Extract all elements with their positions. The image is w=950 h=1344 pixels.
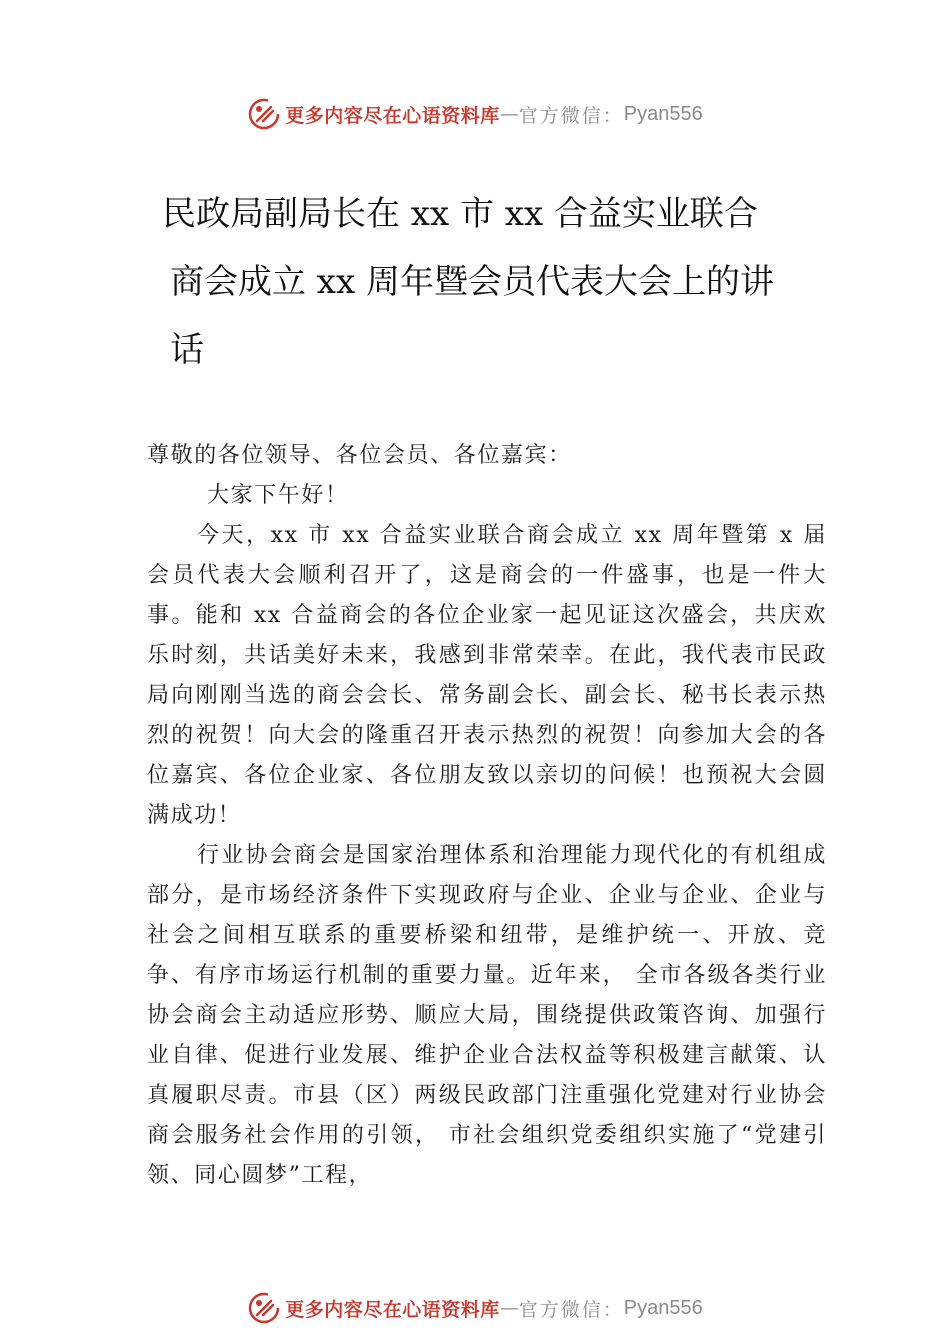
logo-icon [247,97,281,131]
banner-separator: — [499,1297,519,1319]
greeting: 大家下午好！ [207,483,349,508]
paragraph-1: 今天，xx 市 xx 合益实业联合商会成立 xx 周年暨第 x 届会员代表大会顺利召开了，这是商会的一件盛事，也是一件大事。能和 xx 合益商会的各位企业家一起见证这次盛会，共庆欢乐时刻，共话美好未来，我感到非常荣幸。在此，我代表市民政局向刚刚当选的商会会长、常务副会长、副会长、秘书长表示热烈的祝贺！向大会的隆重召开表示热烈的祝贺！向参加大会的各位嘉宾、各位企业家、各位朋友致以亲切的问候！也预祝大会圆满成功！ [147,523,827,828]
document-title [0,180,950,384]
salutation: 尊敬的各位领导、各位会员、各位嘉宾： [147,443,572,468]
title-line-2: 商会成立 xx 周年暨会员代表大会上的讲 [170,262,774,302]
banner-wechat-id: Pyan556 [623,102,703,125]
banner-separator: — [499,103,519,125]
banner-wechat-label: 官方微信： [518,104,624,127]
title-line-1: 民政局副局长在 xx 市 xx 合益实业联合 [162,194,758,234]
paragraph-2: 行业协会商会是国家治理体系和治理能力现代化的有机组成部分，是市场经济条件下实现政府与企业、企业与企业、企业与社会之间相互联系的重要桥梁和纽带，是维护统一、开放、竞争、有序市场运行机制的重要力量。近年来， 全市各级各类行业协会商会主动适应形势、顺应大局，围绕提供政策咨询、加强行业自律、促进行业发展、维护企业合法权益等积极建言献策、认真履职尽责。市县（区）两级民政部门注重强化党建对行业协会商会服务社会作用的引领， 市社会组织党委组织实施了“党建引领、同心圆梦”工程， [147,843,827,1188]
logo-icon [247,1291,281,1325]
footer-banner [0,1286,950,1330]
banner-wechat-id: Pyan556 [623,1296,703,1319]
document-body [147,436,827,1196]
banner-wechat-label: 官方微信： [518,1298,624,1321]
banner-main-text: 更多内容尽在心语资料库 [285,1298,500,1321]
header-banner [0,92,950,136]
banner-main-text: 更多内容尽在心语资料库 [285,104,500,127]
title-line-3: 话 [170,330,204,370]
